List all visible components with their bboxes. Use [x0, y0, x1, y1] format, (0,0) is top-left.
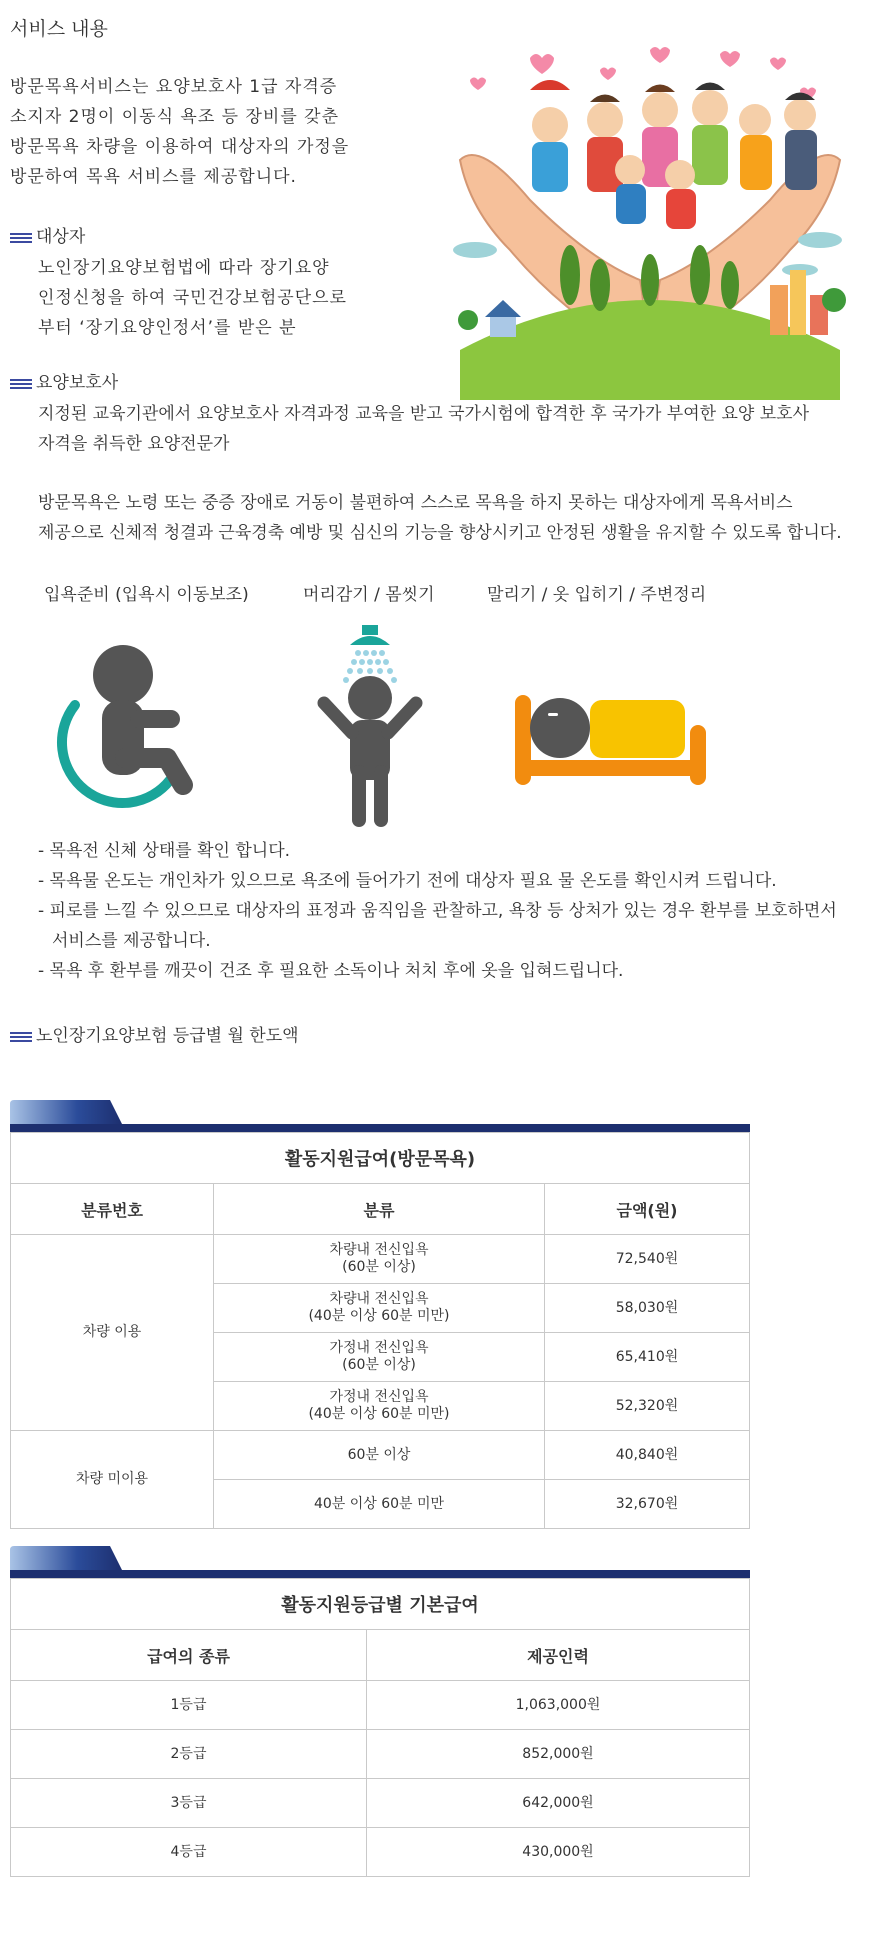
wheelchair-icon [55, 640, 195, 820]
category-cell: 차량내 전신입욕 (40분 이상 60분 미만) [214, 1284, 545, 1333]
table-tab-decoration [10, 1100, 750, 1132]
amount-cell: 72,540원 [545, 1235, 750, 1284]
list-bullet-icon [10, 379, 32, 393]
page-title: 서비스 내용 [10, 18, 108, 40]
intro-text: 방문목욕서비스는 요양보호사 1급 자격증 소지자 2명이 이동식 욕조 등 장비를 갖춘 방문목욕 차량을 이용하여 대상자의 가정을 방문하여 목욕 서비스를 제공합니다. [10, 77, 350, 187]
amount-cell: 642,000원 [367, 1779, 750, 1828]
step-label-prepare: 입욕준비 (입욕시 이동보조) [44, 585, 249, 605]
grade-pay-table [10, 1578, 750, 1877]
grade-cell: 4등급 [11, 1828, 367, 1877]
list-bullet-icon [10, 1032, 32, 1046]
bed-icon [510, 685, 710, 795]
table-row [11, 1730, 750, 1779]
table-row [11, 1431, 750, 1480]
target-title: 대상자 [36, 227, 86, 247]
amount-cell: 58,030원 [545, 1284, 750, 1333]
grade-cell: 3등급 [11, 1779, 367, 1828]
column-header: 분류 [214, 1184, 545, 1235]
category-cell: 차량내 전신입욕 (60분 이상) [214, 1235, 545, 1284]
list-item: - 목욕 후 환부를 깨끗이 건조 후 필요한 소독이나 처치 후에 옷을 입혀드립니다. [38, 961, 624, 981]
category-cell: 가정내 전신입욕 (60분 이상) [214, 1333, 545, 1382]
column-header: 급여의 종류 [11, 1630, 367, 1681]
category-cell: 가정내 전신입욕 (40분 이상 60분 미만) [214, 1382, 545, 1431]
table-row [11, 1828, 750, 1877]
table-title: 활동지원급여(방문목욕) [11, 1133, 750, 1184]
list-item: - 목욕물 온도는 개인차가 있으므로 욕조에 들어가기 전에 대상자 필요 물 온도를 확인시켜 드립니다. [38, 871, 777, 891]
table-title: 활동지원등급별 기본급여 [11, 1579, 750, 1630]
column-header: 분류번호 [11, 1184, 214, 1235]
group-cell: 차량 미이용 [11, 1431, 214, 1529]
limit-title: 노인장기요양보험 등급별 월 한도액 [36, 1026, 299, 1046]
category-cell: 40분 이상 60분 미만 [214, 1480, 545, 1529]
caregiver-text: 지정된 교육기관에서 요양보호사 자격과정 교육을 받고 국가시험에 합격한 후 국가가 부여한 요양 보호사 자격을 취득한 요양전문가 [38, 404, 809, 454]
amount-cell: 65,410원 [545, 1333, 750, 1382]
amount-cell: 52,320원 [545, 1382, 750, 1431]
table-row [11, 1779, 750, 1828]
category-cell: 60분 이상 [214, 1431, 545, 1480]
amount-cell: 852,000원 [367, 1730, 750, 1779]
amount-cell: 40,840원 [545, 1431, 750, 1480]
bath-fee-table [10, 1132, 750, 1529]
list-item: - 피로를 느낄 수 있으므로 대상자의 표정과 움직임을 관찰하고, 욕창 등 상처가 있는 경우 환부를 보호하면서 [38, 901, 837, 921]
grade-cell: 1등급 [11, 1681, 367, 1730]
amount-cell: 1,063,000원 [367, 1681, 750, 1730]
bath-description: 방문목욕은 노령 또는 중증 장애로 거동이 불편하여 스스로 목욕을 하지 못하는 대상자에게 목욕서비스 제공으로 신체적 청결과 근육경축 예방 및 심신의 기능을 향상시키고 안정된 생활을 유지할 수 있도록 합니다. [38, 493, 842, 543]
target-text: 노인장기요양보험법에 따라 장기요양 인정신청을 하여 국민건강보험공단으로 부터 ‘장기요양인정서’를 받은 분 [38, 258, 347, 338]
step-label-wash: 머리감기 / 몸씻기 [303, 585, 435, 605]
amount-cell: 32,670원 [545, 1480, 750, 1529]
notes-list [38, 836, 837, 986]
column-header: 제공인력 [367, 1630, 750, 1681]
step-label-dry: 말리기 / 옷 입히기 / 주변정리 [487, 585, 707, 605]
list-item: 서비스를 제공합니다. [52, 931, 211, 951]
list-item: - 목욕전 신체 상태를 확인 합니다. [38, 841, 291, 861]
family-hands-illustration [440, 30, 860, 400]
shower-icon [310, 625, 430, 830]
caregiver-title: 요양보호사 [36, 373, 119, 393]
list-bullet-icon [10, 233, 32, 247]
table-row [11, 1681, 750, 1730]
grade-cell: 2등급 [11, 1730, 367, 1779]
column-header: 금액(원) [545, 1184, 750, 1235]
table-tab-decoration [10, 1546, 750, 1578]
amount-cell: 430,000원 [367, 1828, 750, 1877]
table-row [11, 1235, 750, 1284]
group-cell: 차량 이용 [11, 1235, 214, 1431]
